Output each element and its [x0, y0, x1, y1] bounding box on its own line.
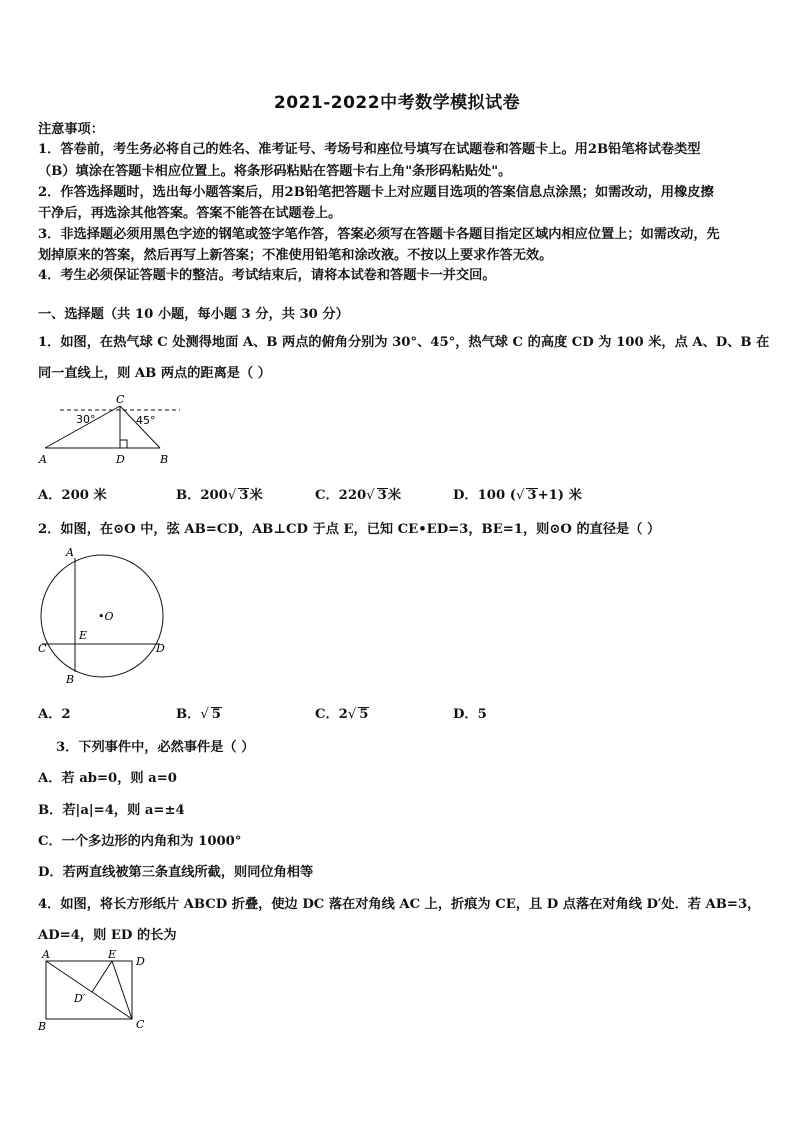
note-line: 干净后，再选涂其他答案。答案不能答在试题卷上。 [38, 206, 342, 221]
sqrt-sign: √ [515, 488, 525, 503]
question-1-stem: 同一直线上，则 AB 两点的距离是（ ） [38, 366, 271, 381]
note-line: （B）填涂在答题卡相应位置上。将条形码粘贴在答题卡右上角"条形码粘贴处"。 [38, 164, 512, 179]
note-line: 4．考生必须保证答题卡的整洁。考试结束后，请将本试卷和答题卡一并交回。 [38, 268, 496, 283]
question-4-stem: AD=4，则 ED 的长为 [38, 928, 177, 943]
q1-option-c [315, 484, 401, 503]
q3-option-d: D．若两直线被第三条直线所截，则同位角相等 [38, 865, 314, 880]
label-b: B [38, 1020, 47, 1033]
q1-option-d [453, 484, 582, 503]
angle-30: 30° [76, 413, 96, 426]
q3-option-a: A．若 ab=0，则 a=0 [38, 771, 177, 786]
q1-option-a: A．200 米 [38, 488, 107, 503]
option-text: C．2 [315, 707, 348, 722]
q3-option-c: C．一个多边形的内角和为 1000° [38, 834, 242, 849]
label-c: C [116, 393, 125, 406]
label-e: E [108, 948, 117, 961]
label-a: A [66, 546, 74, 559]
question-3-stem: 3．下列事件中，必然事件是（ ） [56, 740, 255, 755]
label-d-prime: D′ [74, 992, 86, 1005]
radicand: 3 [527, 488, 537, 503]
sqrt-sign: √ [366, 488, 375, 503]
label-b: B [66, 673, 75, 686]
label-d: D [136, 955, 145, 968]
q1-option-b [176, 484, 263, 503]
option-text: B． [176, 707, 201, 722]
note-line: 2．作答选择题时，选出每小题答案后，用2B铅笔把答题卡上对应题目选项的答案信息点涂黑；如需改动，用橡皮擦 [38, 185, 714, 200]
q2-option-b [176, 703, 222, 722]
radicand: 3 [377, 488, 387, 503]
note-line: 划掉原来的答案，然后再写上新答案；不准使用铅笔和涂改液。不按以上要求作答无效。 [38, 248, 553, 263]
question-1-stem: 1．如图，在热气球 C 处测得地面 A、B 两点的俯角分别为 30°、45°，热气球 C 的高度 CD 为 100 米，点 A、D、B 在 [38, 335, 770, 350]
page-title: 2021-2022中考数学模拟试卷 [273, 93, 521, 113]
option-text: D．100 ( [453, 488, 516, 503]
q3-option-b: B．若|a|=4，则 a=±4 [38, 803, 185, 818]
question-2-stem: 2．如图，在⊙O 中，弦 AB=CD，AB⊥CD 于点 E，已知 CE•ED=3，BE=1，则⊙O 的直径是（ ） [38, 522, 661, 537]
option-unit: +1) 米 [537, 488, 582, 503]
option-text: C．220 [315, 488, 367, 503]
label-d: D [156, 642, 165, 655]
radicand: 5 [211, 707, 221, 722]
label-c: C [136, 1018, 145, 1031]
notes-heading: 注意事项： [38, 122, 104, 137]
note-line: 1．答卷前，考生务必将自己的姓名、准考证号、考场号和座位号填写在试题卷和答题卡上。用2B铅笔将试卷类型 [38, 142, 701, 157]
sqrt-sign: √ [200, 707, 209, 722]
note-line: 3．非选择题必须用黑色字迹的钢笔或签字笔作答，答案必须写在答题卡各题目指定区域内相应位置上；如需改动，先 [38, 227, 720, 242]
angle-45: 45° [136, 414, 156, 427]
q2-figure [30, 544, 180, 690]
radicand: 3 [239, 488, 249, 503]
label-e: E [79, 629, 88, 642]
sqrt-sign: √ [227, 488, 237, 503]
label-a: A [39, 453, 47, 466]
radicand: 5 [359, 707, 369, 722]
q4-figure [30, 946, 160, 1036]
sqrt-sign: √ [347, 707, 357, 722]
option-text: B．200 [176, 488, 228, 503]
label-d: D [116, 453, 125, 466]
q2-option-a: A．2 [38, 707, 71, 722]
option-unit: 米 [387, 488, 401, 503]
q2-option-c [315, 703, 369, 722]
label-b: B [160, 453, 169, 466]
label-c: C [38, 642, 47, 655]
option-unit: 米 [249, 488, 263, 503]
q2-option-d: D．5 [453, 707, 487, 722]
label-a: A [42, 948, 50, 961]
section-heading: 一、选择题（共 10 小题，每小题 3 分，共 30 分） [38, 307, 349, 322]
label-o: •O [98, 610, 114, 623]
q1-figure [30, 392, 190, 470]
question-4-stem: 4．如图，将长方形纸片 ABCD 折叠，使边 DC 落在对角线 AC 上，折痕为 CE，且 D 点落在对角线 D′处．若 AB=3， [38, 897, 761, 912]
